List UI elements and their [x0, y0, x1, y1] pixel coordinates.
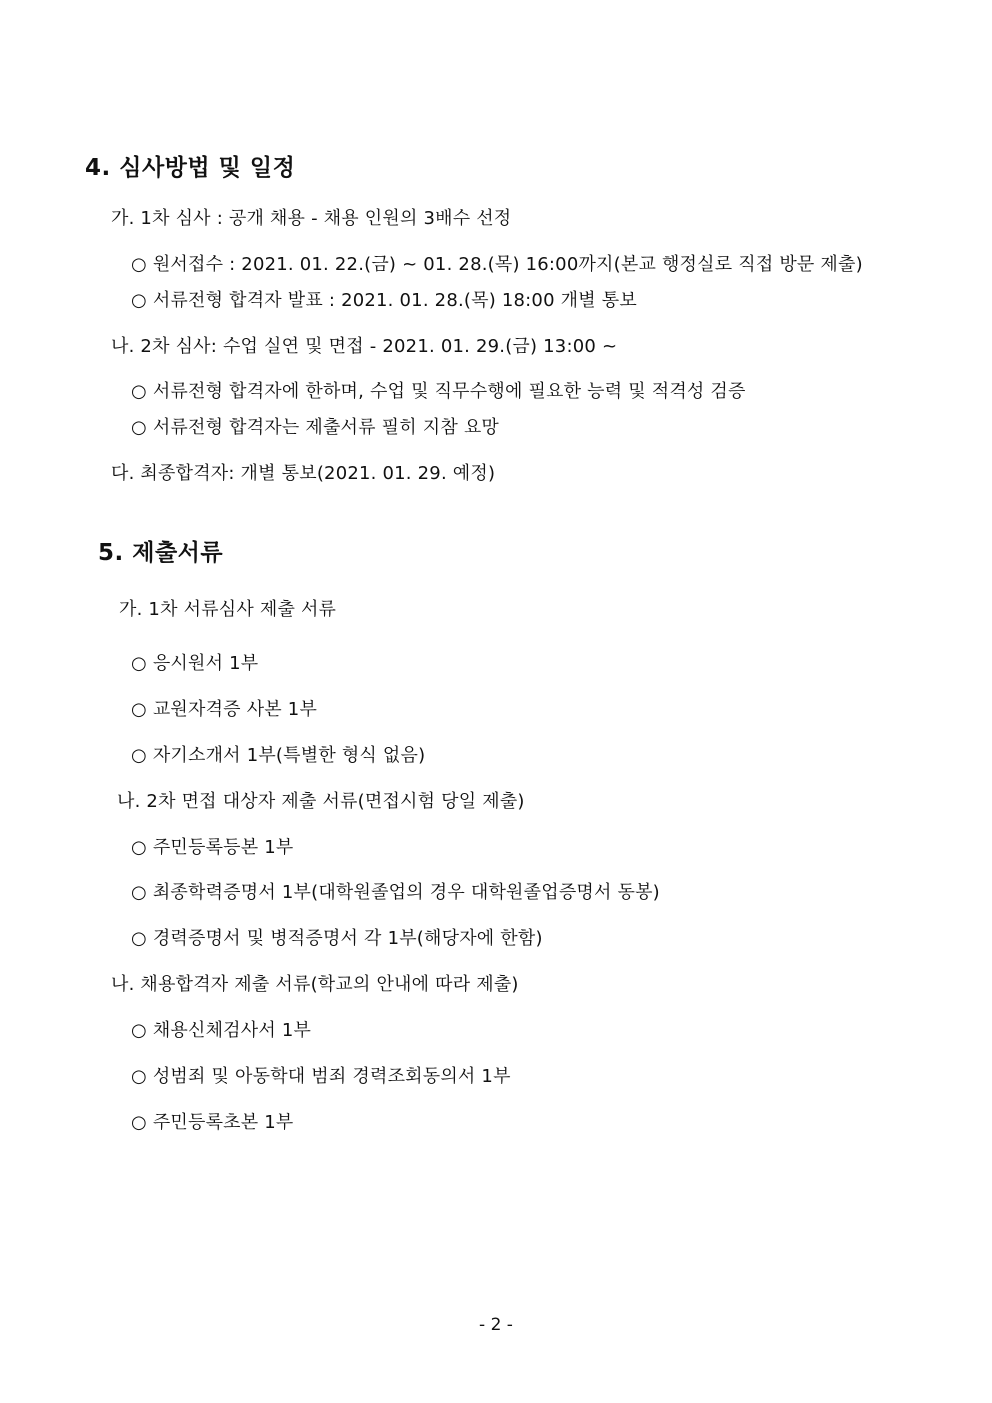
page-number: - 2 - [479, 1315, 513, 1335]
section-5-item-b: 나. 2차 면접 대상자 제출 서류(면접시험 당일 제출) [117, 791, 525, 812]
section-4-bullet: ○ 원서접수 : 2021. 01. 22.(금) ~ 01. 28.(목) 16:00까지(본교 행정실로 직접 방문 제출) [131, 254, 863, 275]
section-4-item-c: 다. 최종합격자: 개별 통보(2021. 01. 29. 예정) [111, 463, 496, 484]
section-4-bullet: ○ 서류전형 합격자에 한하며, 수업 및 직무수행에 필요한 능력 및 적격성 검증 [131, 381, 746, 402]
section-5-heading: 5. 제출서류 [98, 540, 224, 566]
section-5-bullet: ○ 주민등록등본 1부 [131, 837, 294, 858]
section-5-bullet: ○ 최종학력증명서 1부(대학원졸업의 경우 대학원졸업증명서 동봉) [131, 882, 660, 903]
section-4-bullet: ○ 서류전형 합격자는 제출서류 필히 지참 요망 [131, 417, 500, 438]
section-4-bullet: ○ 서류전형 합격자 발표 : 2021. 01. 28.(목) 18:00 개별 통보 [131, 290, 637, 311]
section-4-heading: 4. 심사방법 및 일정 [85, 155, 296, 181]
section-5-bullet: ○ 교원자격증 사본 1부 [131, 699, 318, 720]
section-5-item-c: 나. 채용합격자 제출 서류(학교의 안내에 따라 제출) [111, 974, 519, 995]
section-4-item-a: 가. 1차 심사 : 공개 채용 - 채용 인원의 3배수 선정 [111, 208, 512, 229]
section-5-bullet: ○ 경력증명서 및 병적증명서 각 1부(해당자에 한함) [131, 928, 543, 949]
section-5-item-a: 가. 1차 서류심사 제출 서류 [119, 599, 337, 620]
section-4-item-b: 나. 2차 심사: 수업 실연 및 면접 - 2021. 01. 29.(금) 13:00 ~ [111, 336, 618, 357]
section-5-bullet: ○ 성범죄 및 아동학대 범죄 경력조회동의서 1부 [131, 1066, 511, 1087]
section-5-bullet: ○ 자기소개서 1부(특별한 형식 없음) [131, 745, 426, 766]
section-5-bullet: ○ 주민등록초본 1부 [131, 1112, 294, 1133]
section-5-bullet: ○ 채용신체검사서 1부 [131, 1020, 312, 1041]
section-5-bullet: ○ 응시원서 1부 [131, 653, 259, 674]
